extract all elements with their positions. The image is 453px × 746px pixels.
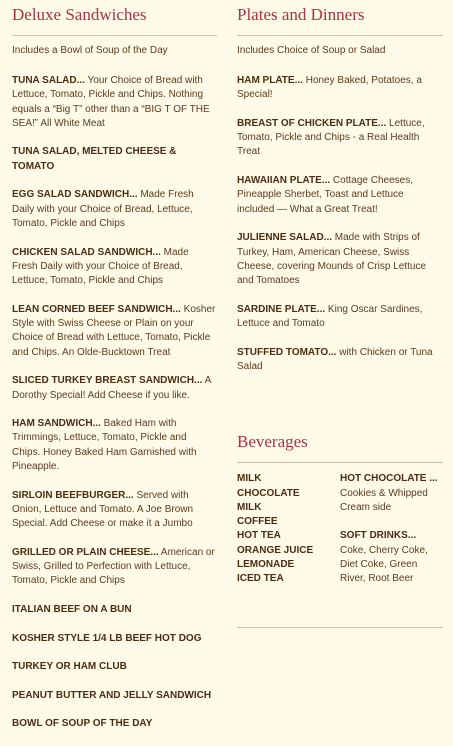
menu-item-name: GRILLED OR PLAIN CHEESE... (12, 546, 159, 558)
menu-item-description: King Oscar Sardines, Lettuce and Tomato (237, 303, 423, 330)
menu-item-name: JULIENNE SALAD... (237, 232, 333, 244)
menu-item-name: CHICKEN SALAD SANDWICH... (12, 246, 161, 258)
menu-item-description: with Chicken or Tuna Salad (237, 346, 433, 372)
menu-item (237, 74, 443, 103)
menu-item (12, 303, 217, 360)
menu-item-name: PEANUT BUTTER AND JELLY SANDWICH (12, 689, 212, 701)
menu-item-name: LEAN CORNED BEEF SANDWICH... (12, 303, 181, 315)
menu-item (12, 603, 217, 617)
divider (12, 35, 217, 36)
menu-item (237, 303, 443, 332)
menu-item-name: SIRLOIN BEEFBURGER... (12, 489, 134, 501)
menu-item-name: TUNA SALAD, MELTED CHEESE & TOMATO (12, 146, 177, 172)
menu-item-description: Made Fresh Daily with your Choice of Bread, Lettuce, Tomato, Pickle and Chips (12, 246, 189, 287)
menu-item-description: Cottage Cheeses, Pineapple Sherbet, Toast and Lettuce included — What a Great Treat! (237, 175, 413, 215)
section-intro: Includes Choice of Soup or Salad (237, 45, 386, 56)
menu-item (12, 689, 217, 703)
menu-item-name: ITALIAN BEEF ON A BUN (12, 603, 132, 615)
menu-item (12, 489, 217, 532)
beverage-item: CHOCOLATE MILK (237, 487, 300, 513)
section-intro: Includes a Bowl of Soup of the Day (12, 45, 168, 56)
deluxe-sandwiches-column (12, 0, 217, 746)
menu-item-description: American or Swiss, Grilled to Perfection with Lettuce, Tomato, Pickle and Chips (12, 546, 215, 587)
beverage-item: LEMONADE (237, 559, 295, 571)
spacer (340, 515, 443, 529)
beverages-title: Beverages (237, 432, 308, 452)
beverages-section (237, 432, 443, 627)
menu-item-name: SLICED TURKEY BREAST SANDWICH... (12, 375, 203, 387)
beverage-description: Cookies & Whipped Cream side (340, 487, 428, 513)
menu-item-description: A Dorothy Special! Add Cheese if you like. (12, 375, 211, 401)
menu-item-name: BOWL OF SOUP OF THE DAY (12, 718, 153, 730)
beverage-item: COFFEE (237, 516, 278, 528)
menu-item-name: HAM PLATE... (237, 75, 303, 86)
menu-item-description: Kosher Style with Swiss Cheese or Plain on your Choice of Bread with Lettuce, Tomato, Pickle and Chips. An Olde-Bucktown Treat (12, 303, 216, 358)
beverage-item-soft-drinks: SOFT DRINKS... (340, 530, 417, 542)
divider (237, 462, 443, 463)
menu-item (237, 346, 443, 375)
menu-item-name: BREAST OF CHICKEN PLATE... (237, 117, 387, 129)
menu-item-name: STUFFED TOMATO... (237, 346, 337, 358)
divider (237, 627, 443, 628)
menu-item (12, 374, 217, 403)
sandwich-list (12, 74, 217, 732)
beverage-item: ORANGE JUICE (237, 544, 314, 556)
menu-item-name: TURKEY OR HAM CLUB (12, 661, 127, 673)
menu-item (12, 188, 217, 231)
menu-item (12, 717, 217, 731)
beverage-item: ICED TEA (237, 573, 284, 585)
beverage-item: HOT TEA (237, 530, 281, 542)
menu-item-description: Made with Strips of Turkey, Ham, American Cheese, Swiss Cheese, covering Mounds of Crisp Lettuce and Tomatoes (237, 232, 426, 287)
menu-item (12, 145, 217, 174)
menu-item-name: HAM SANDWICH... (12, 418, 101, 430)
menu-item-description: Served with Onion, Lettuce and Tomato. A Joe Brown Special. Add Cheese or make it a Jumbo (12, 489, 194, 530)
menu-item-description: Honey Baked, Potatoes, a Special! (237, 75, 422, 101)
menu-item-name: TUNA SALAD... (12, 75, 85, 86)
menu-item-description: Your Choice of Bread with Lettuce, Tomato, Pickle and Chips. Nothing equals a “Big T” other than a “BIG T OF THE SEA!” All White Meat (12, 75, 210, 129)
menu-item (12, 246, 217, 289)
menu-item (237, 117, 443, 160)
beverages-grid (237, 472, 443, 586)
menu-item-description: Lettuce, Tomato, Pickle and Chips - a Real Health Treat (237, 117, 425, 158)
beverage-item: MILK (237, 473, 262, 485)
menu-item-name: SARDINE PLATE... (237, 303, 326, 315)
menu-item-name: HAWAIIAN PLATE... (237, 175, 331, 187)
menu-item-name: EGG SALAD SANDWICH... (12, 189, 138, 201)
menu-item (12, 417, 217, 474)
menu-item (12, 660, 217, 674)
menu-item-description: Baked Ham with Trimmings, Lettuce, Tomato, Pickle and Chips. Honey Baked Ham Garnished with Pineapple. (12, 418, 197, 473)
menu-item (237, 174, 443, 217)
beverages-list-b (340, 472, 443, 586)
beverage-description: Coke, Cherry Coke, Diet Coke, Green River, Root Beer (340, 544, 428, 585)
divider (237, 35, 443, 36)
beverages-list-a (237, 472, 340, 586)
menu-item-description: Made Fresh Daily with your Choice of Bread, Lettuce, Tomato, Pickle and Chips (12, 189, 194, 229)
section-title: Deluxe Sandwiches (12, 5, 147, 24)
menu-item (12, 546, 217, 589)
menu-item (12, 632, 217, 646)
menu-item (237, 231, 443, 288)
menu-item-name: KOSHER STYLE 1/4 LB BEEF HOT DOG (12, 632, 202, 644)
menu-item (12, 74, 217, 131)
plates-list (237, 74, 443, 374)
plates-and-dinners-column (237, 0, 443, 628)
beverage-item-hot-chocolate: HOT CHOCOLATE ... (340, 473, 438, 485)
section-title: Plates and Dinners (237, 5, 365, 24)
